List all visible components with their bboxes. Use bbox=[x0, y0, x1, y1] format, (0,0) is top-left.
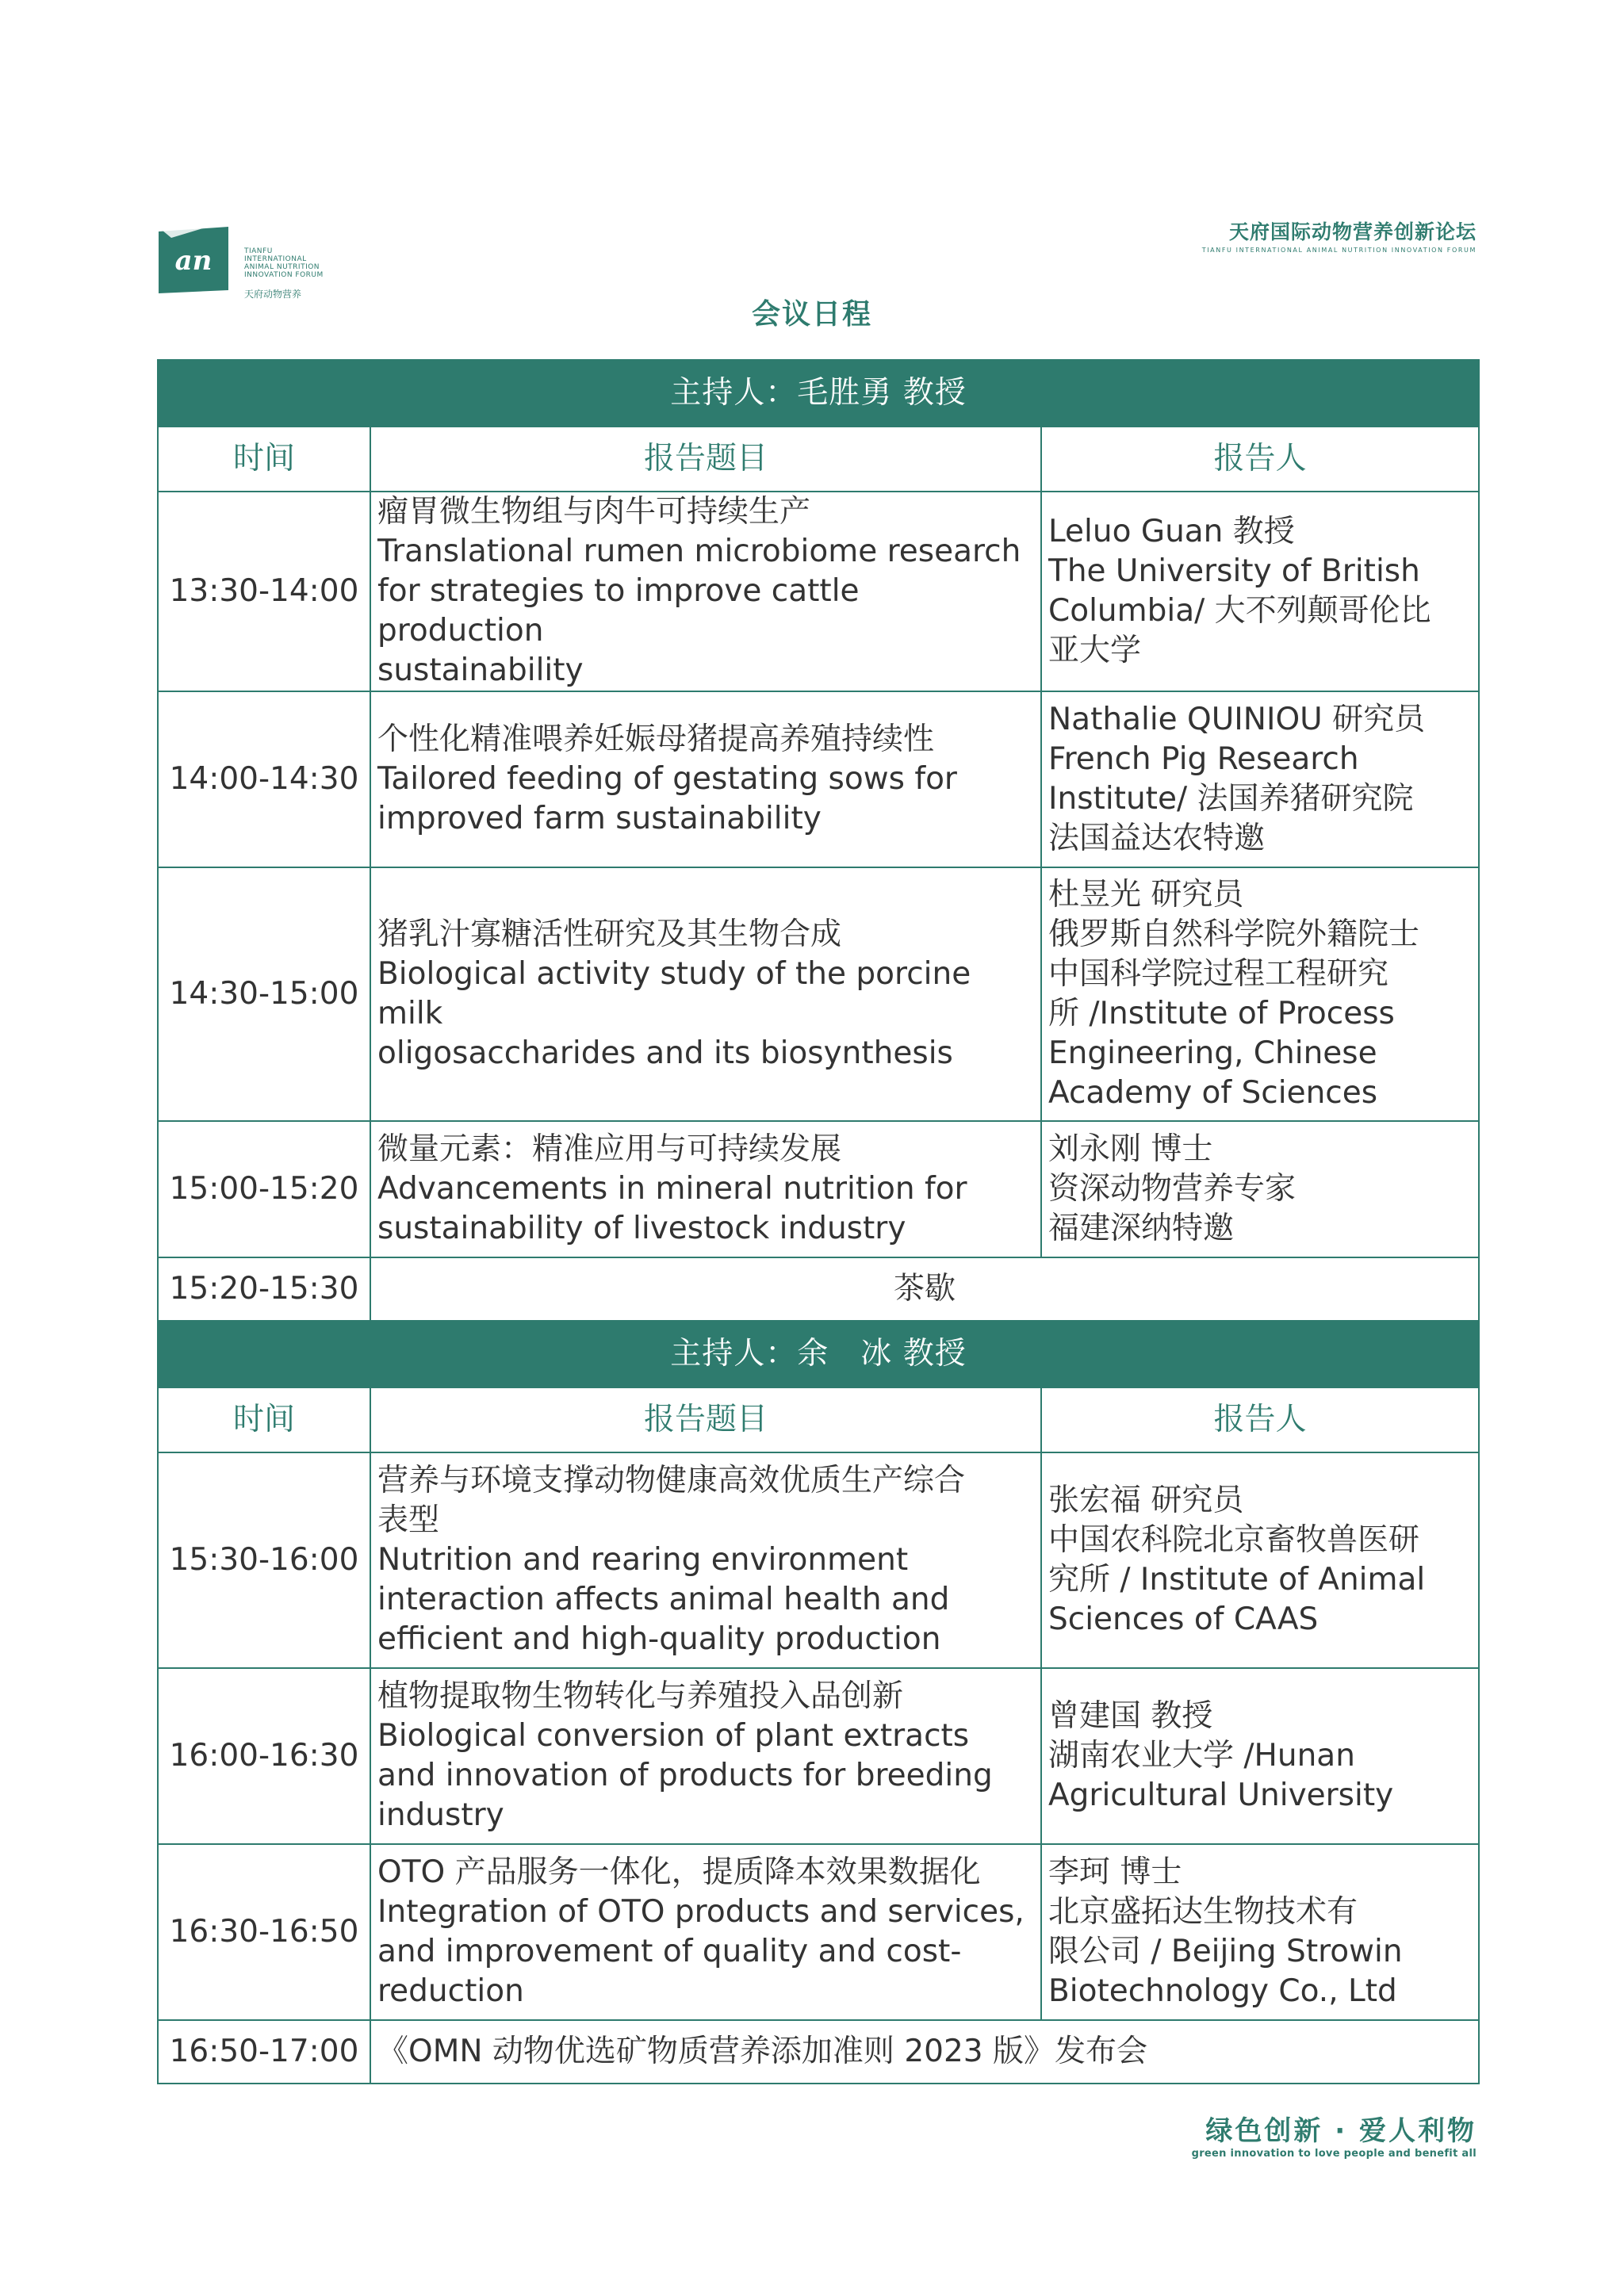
table-row bbox=[158, 1668, 1479, 1844]
row-topic: 营养与环境支撑动物健康高效优质生产综合 表型 Nutrition and rearing environment interaction affects animal health and efficient and high-quality production bbox=[370, 1452, 1041, 1668]
schedule-table bbox=[157, 359, 1480, 2084]
brand-en: TIANFU INTERNATIONAL ANIMAL NUTRITION INNOVATION FORUM bbox=[1201, 247, 1477, 254]
col-header-speaker: 报告人 bbox=[1041, 427, 1479, 492]
row-time: 13:30-14:00 bbox=[158, 492, 370, 691]
row-speaker: 张宏福 研究员 中国农科院北京畜牧兽医研 究所 / Institute of Animal Sciences of CAAS bbox=[1041, 1452, 1479, 1668]
an-logo-icon bbox=[155, 220, 232, 297]
logo-text: TIANFU INTERNATIONAL ANIMAL NUTRITION INNOVATION FORUM bbox=[244, 247, 324, 279]
session-host-row bbox=[158, 360, 1479, 427]
row-topic: 猪乳汁寡糖活性研究及其生物合成 Biological activity study of the porcine milk oligosaccharides and its biosynthesis bbox=[370, 867, 1041, 1121]
column-header-row bbox=[158, 427, 1479, 492]
break-row bbox=[158, 1257, 1479, 1321]
col-header-speaker: 报告人 bbox=[1041, 1387, 1479, 1452]
table-row bbox=[158, 492, 1479, 691]
forum-brand bbox=[1202, 216, 1477, 254]
slogan-cn: 绿色创新 · 爱人利物 bbox=[1205, 2115, 1477, 2147]
row-time: 15:00-15:20 bbox=[158, 1121, 370, 1257]
svg-text:an: an bbox=[174, 245, 213, 277]
row-speaker: 杜昱光 研究员 俄罗斯自然科学院外籍院士 中国科学院过程工程研究 所 /Institute of Process Engineering, Chinese Academy of Sciences bbox=[1041, 867, 1479, 1121]
column-header-row bbox=[158, 1387, 1479, 1452]
row-speaker: Leluo Guan 教授 The University of British Columbia/ 大不列颠哥伦比 亚大学 bbox=[1041, 492, 1479, 691]
table-row bbox=[158, 1844, 1479, 2020]
session-host-row bbox=[158, 1321, 1479, 1387]
col-header-topic: 报告题目 bbox=[370, 427, 1041, 492]
table-row bbox=[158, 867, 1479, 1121]
row-time: 16:00-16:30 bbox=[158, 1668, 370, 1844]
row-speaker: Nathalie QUINIOU 研究员 French Pig Research Institute/ 法国养猪研究院 法国益达农特邀 bbox=[1041, 691, 1479, 867]
row-topic: 个性化精准喂养妊娠母猪提高养殖持续性 Tailored feeding of gestating sows for improved farm sustainability bbox=[370, 691, 1041, 867]
session-host: 主持人：余 冰 教授 bbox=[158, 1321, 1479, 1387]
table-row bbox=[158, 2020, 1479, 2084]
table-row bbox=[158, 1452, 1479, 1668]
slogan-en: green innovation to love people and benefit all bbox=[1191, 2148, 1477, 2160]
row-time: 16:30-16:50 bbox=[158, 1844, 370, 2020]
session-host: 主持人：毛胜勇 教授 bbox=[158, 360, 1479, 427]
row-time: 14:30-15:00 bbox=[158, 867, 370, 1121]
row-speaker: 李珂 博士 北京盛拓达生物技术有 限公司 / Beijing Strowin Biotechnology Co., Ltd bbox=[1041, 1844, 1479, 2020]
row-topic: 瘤胃微生物组与肉牛可持续生产 Translational rumen microbiome research for strategies to improve cattle production sustainability bbox=[370, 492, 1041, 691]
row-time: 15:30-16:00 bbox=[158, 1452, 370, 1668]
col-header-topic: 报告题目 bbox=[370, 1387, 1041, 1452]
col-header-time: 时间 bbox=[158, 1387, 370, 1452]
page-title: 会议日程 bbox=[751, 298, 872, 331]
row-topic: 植物提取物生物转化与养殖投入品创新 Biological conversion of plant extracts and innovation of products for breeding industry bbox=[370, 1668, 1041, 1844]
row-speaker: 刘永刚 博士 资深动物营养专家 福建深纳特邀 bbox=[1041, 1121, 1479, 1257]
footer-slogan bbox=[1192, 2109, 1477, 2160]
col-header-time: 时间 bbox=[158, 427, 370, 492]
row-topic: 微量元素：精准应用与可持续发展 Advancements in mineral nutrition for sustainability of livestock industry bbox=[370, 1121, 1041, 1257]
row-speaker: 曾建国 教授 湖南农业大学 /Hunan Agricultural University bbox=[1041, 1668, 1479, 1844]
row-time: 14:00-14:30 bbox=[158, 691, 370, 867]
table-row bbox=[158, 1121, 1479, 1257]
break-label: 茶歇 bbox=[370, 1257, 1479, 1321]
forum-logo bbox=[155, 220, 330, 300]
brand-cn: 天府国际动物营养创新论坛 bbox=[1228, 220, 1477, 243]
logo-cn-text: 天府动物营养 bbox=[244, 289, 302, 300]
break-time: 15:20-15:30 bbox=[158, 1257, 370, 1321]
row-event-label: 《OMN 动物优选矿物质营养添加准则 2023 版》发布会 bbox=[370, 2020, 1479, 2084]
row-topic: OTO 产品服务一体化，提质降本效果数据化 Integration of OTO products and services, and improvement of quality and cost- reduction bbox=[370, 1844, 1041, 2020]
row-time: 16:50-17:00 bbox=[158, 2020, 370, 2084]
table-row bbox=[158, 691, 1479, 867]
